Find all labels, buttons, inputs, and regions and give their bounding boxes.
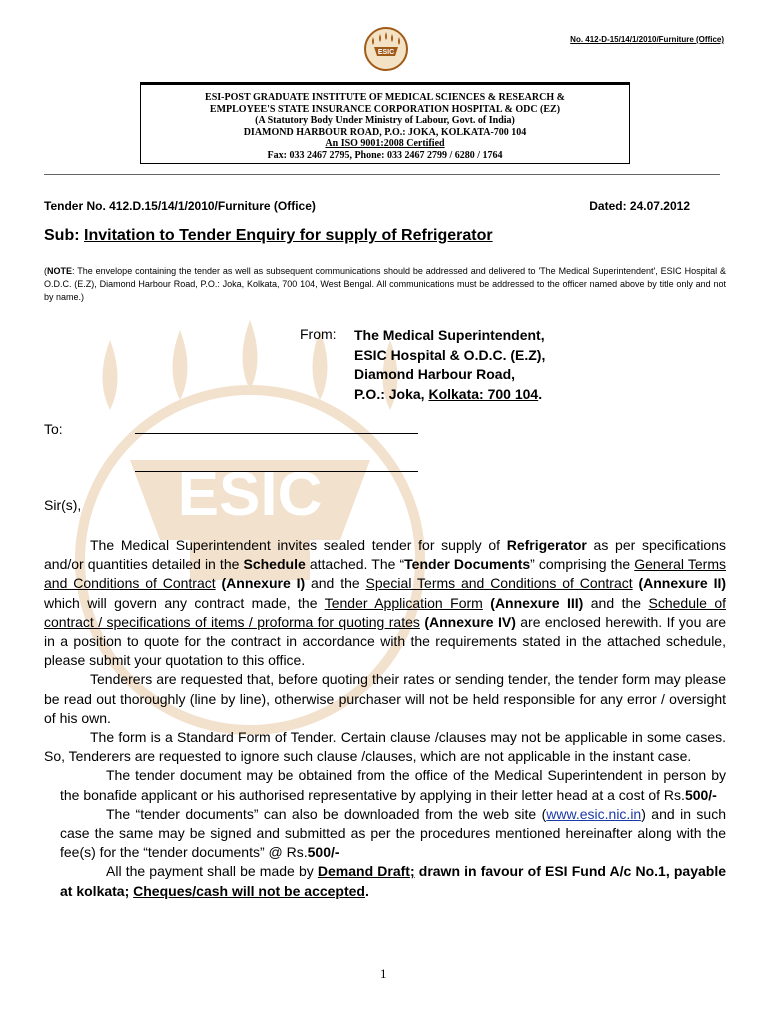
- note-label: NOTE: [47, 266, 73, 276]
- subject-prefix: Sub:: [44, 227, 80, 244]
- header-divider: [44, 174, 720, 175]
- from-line-3: Diamond Harbour Road,: [354, 366, 516, 382]
- salutation: Sir(s),: [44, 497, 82, 513]
- note-open: (: [44, 266, 47, 276]
- header-line-3: (A Statutory Body Under Ministry of Labour, Govt. of India): [255, 115, 515, 126]
- tender-number: Tender No. 412.D.15/14/1/2010/Furniture (Office): [44, 199, 316, 213]
- note-text: : The envelope containing the tender as well as subsequent communications should be addressed and delivered to 'The Medical Superintendent', ESIC Hospital & O.D.C. (E.Z), Diamond Harbour Road, P.O.: Joka, Kolkata, 700 104, West Bengal. All communications must be addressed to the officer named above by title only and not by name.): [44, 266, 726, 302]
- paragraph-2: Tenderers are requested that, before quoting their rates or sending tender, the tender form may please be read out thoroughly (line by line), otherwise purchaser will not be held responsible for any error / oversight of his own.: [44, 671, 726, 726]
- from-label: From:: [300, 326, 337, 342]
- note-paragraph: [44, 265, 726, 304]
- paragraph-3: The form is a Standard Form of Tender. Certain clause /clauses may not be applicable in some cases. So, Tenderers are requested to ignore such clause /clauses, which are not applicable in the instant case.: [44, 729, 726, 765]
- paragraph-6: All the payment shall be made by Demand Draft; drawn in favour of ESI Fund A/c No.1, payable at kolkata; Cheques/cash will not be accepted.: [60, 863, 726, 899]
- from-line-4-suffix: .: [538, 385, 543, 402]
- header-line-2: EMPLOYEE'S STATE INSURANCE CORPORATION HOSPITAL & ODC (EZ): [209, 103, 561, 115]
- from-address: [354, 326, 545, 404]
- esic-emblem-icon: [363, 26, 409, 72]
- header-line-4: DIAMOND HARBOUR ROAD, P.O.: JOKA, KOLKATA-700 104: [243, 126, 527, 138]
- page-number: 1: [380, 966, 387, 981]
- from-line-4: [354, 385, 545, 405]
- header-contact: Fax: 033 2467 2795, Phone: 033 2467 2799 / 6280 / 1764: [267, 149, 503, 161]
- from-line-4-prefix: P.O.: Joka,: [354, 385, 429, 402]
- esic-website-link[interactable]: www.esic.nic.in: [546, 805, 642, 822]
- logo-text: ESIC: [377, 49, 395, 56]
- header-iso: An ISO 9001:2008 Certified: [325, 138, 445, 149]
- subject-text: Invitation to Tender Enquiry for supply of Refrigerator: [84, 227, 493, 244]
- paragraph-1: The Medical Superintendent invites sealed tender for supply of Refrigerator as per specifications and/or quantities detailed in the Schedule attached. The “Tender Documents” comprising the General Terms and Conditions of Contract (Annexure I) and the Special Terms and Conditions of Contract (Annexure II) which will govern any contract made, the Tender Application Form (Annexure III) and the Schedule of contract / specifications of items / proforma for quoting rates (Annexure IV) are enclosed herewith. If you are in a position to quote for the contract in accordance with the requirements stated in the attached schedule, please submit your quotation to this office.: [44, 537, 727, 669]
- tender-date: Dated: 24.07.2012: [589, 199, 690, 213]
- paragraph-4: The tender document may be obtained from the office of the Medical Superintendent in person by the bonafide applicant or his authorised representative by applying in their letter head at a cost of Rs.500/-: [60, 767, 726, 803]
- to-blank-line-1: [135, 433, 418, 434]
- watermark-text: ESIC: [177, 460, 323, 529]
- to-label: To:: [44, 421, 63, 437]
- from-line-4-city: Kolkata: 700 104: [428, 385, 539, 402]
- paragraph-5: The “tender documents” can also be downloaded from the web site (www.esic.nic.in) and in such case the same may be signed and submitted as per the procedures mentioned hereinafter along with the fee(s) for the “tender documents” @ Rs.500/-: [60, 805, 726, 861]
- to-blank-line-2: [135, 471, 418, 472]
- from-line-2: ESIC Hospital & O.D.C. (E.Z),: [354, 346, 546, 363]
- reference-number: No. 412-D-15/14/1/2010/Furniture (Office): [570, 35, 724, 44]
- letter-body: [44, 536, 726, 901]
- tender-info-row: [44, 199, 690, 213]
- from-line-1: The Medical Superintendent,: [354, 327, 545, 343]
- institution-header: [140, 82, 630, 164]
- header-line-1: ESI-POST GRADUATE INSTITUTE OF MEDICAL SCIENCES & RESEARCH &: [205, 92, 565, 103]
- subject-line: [44, 227, 493, 245]
